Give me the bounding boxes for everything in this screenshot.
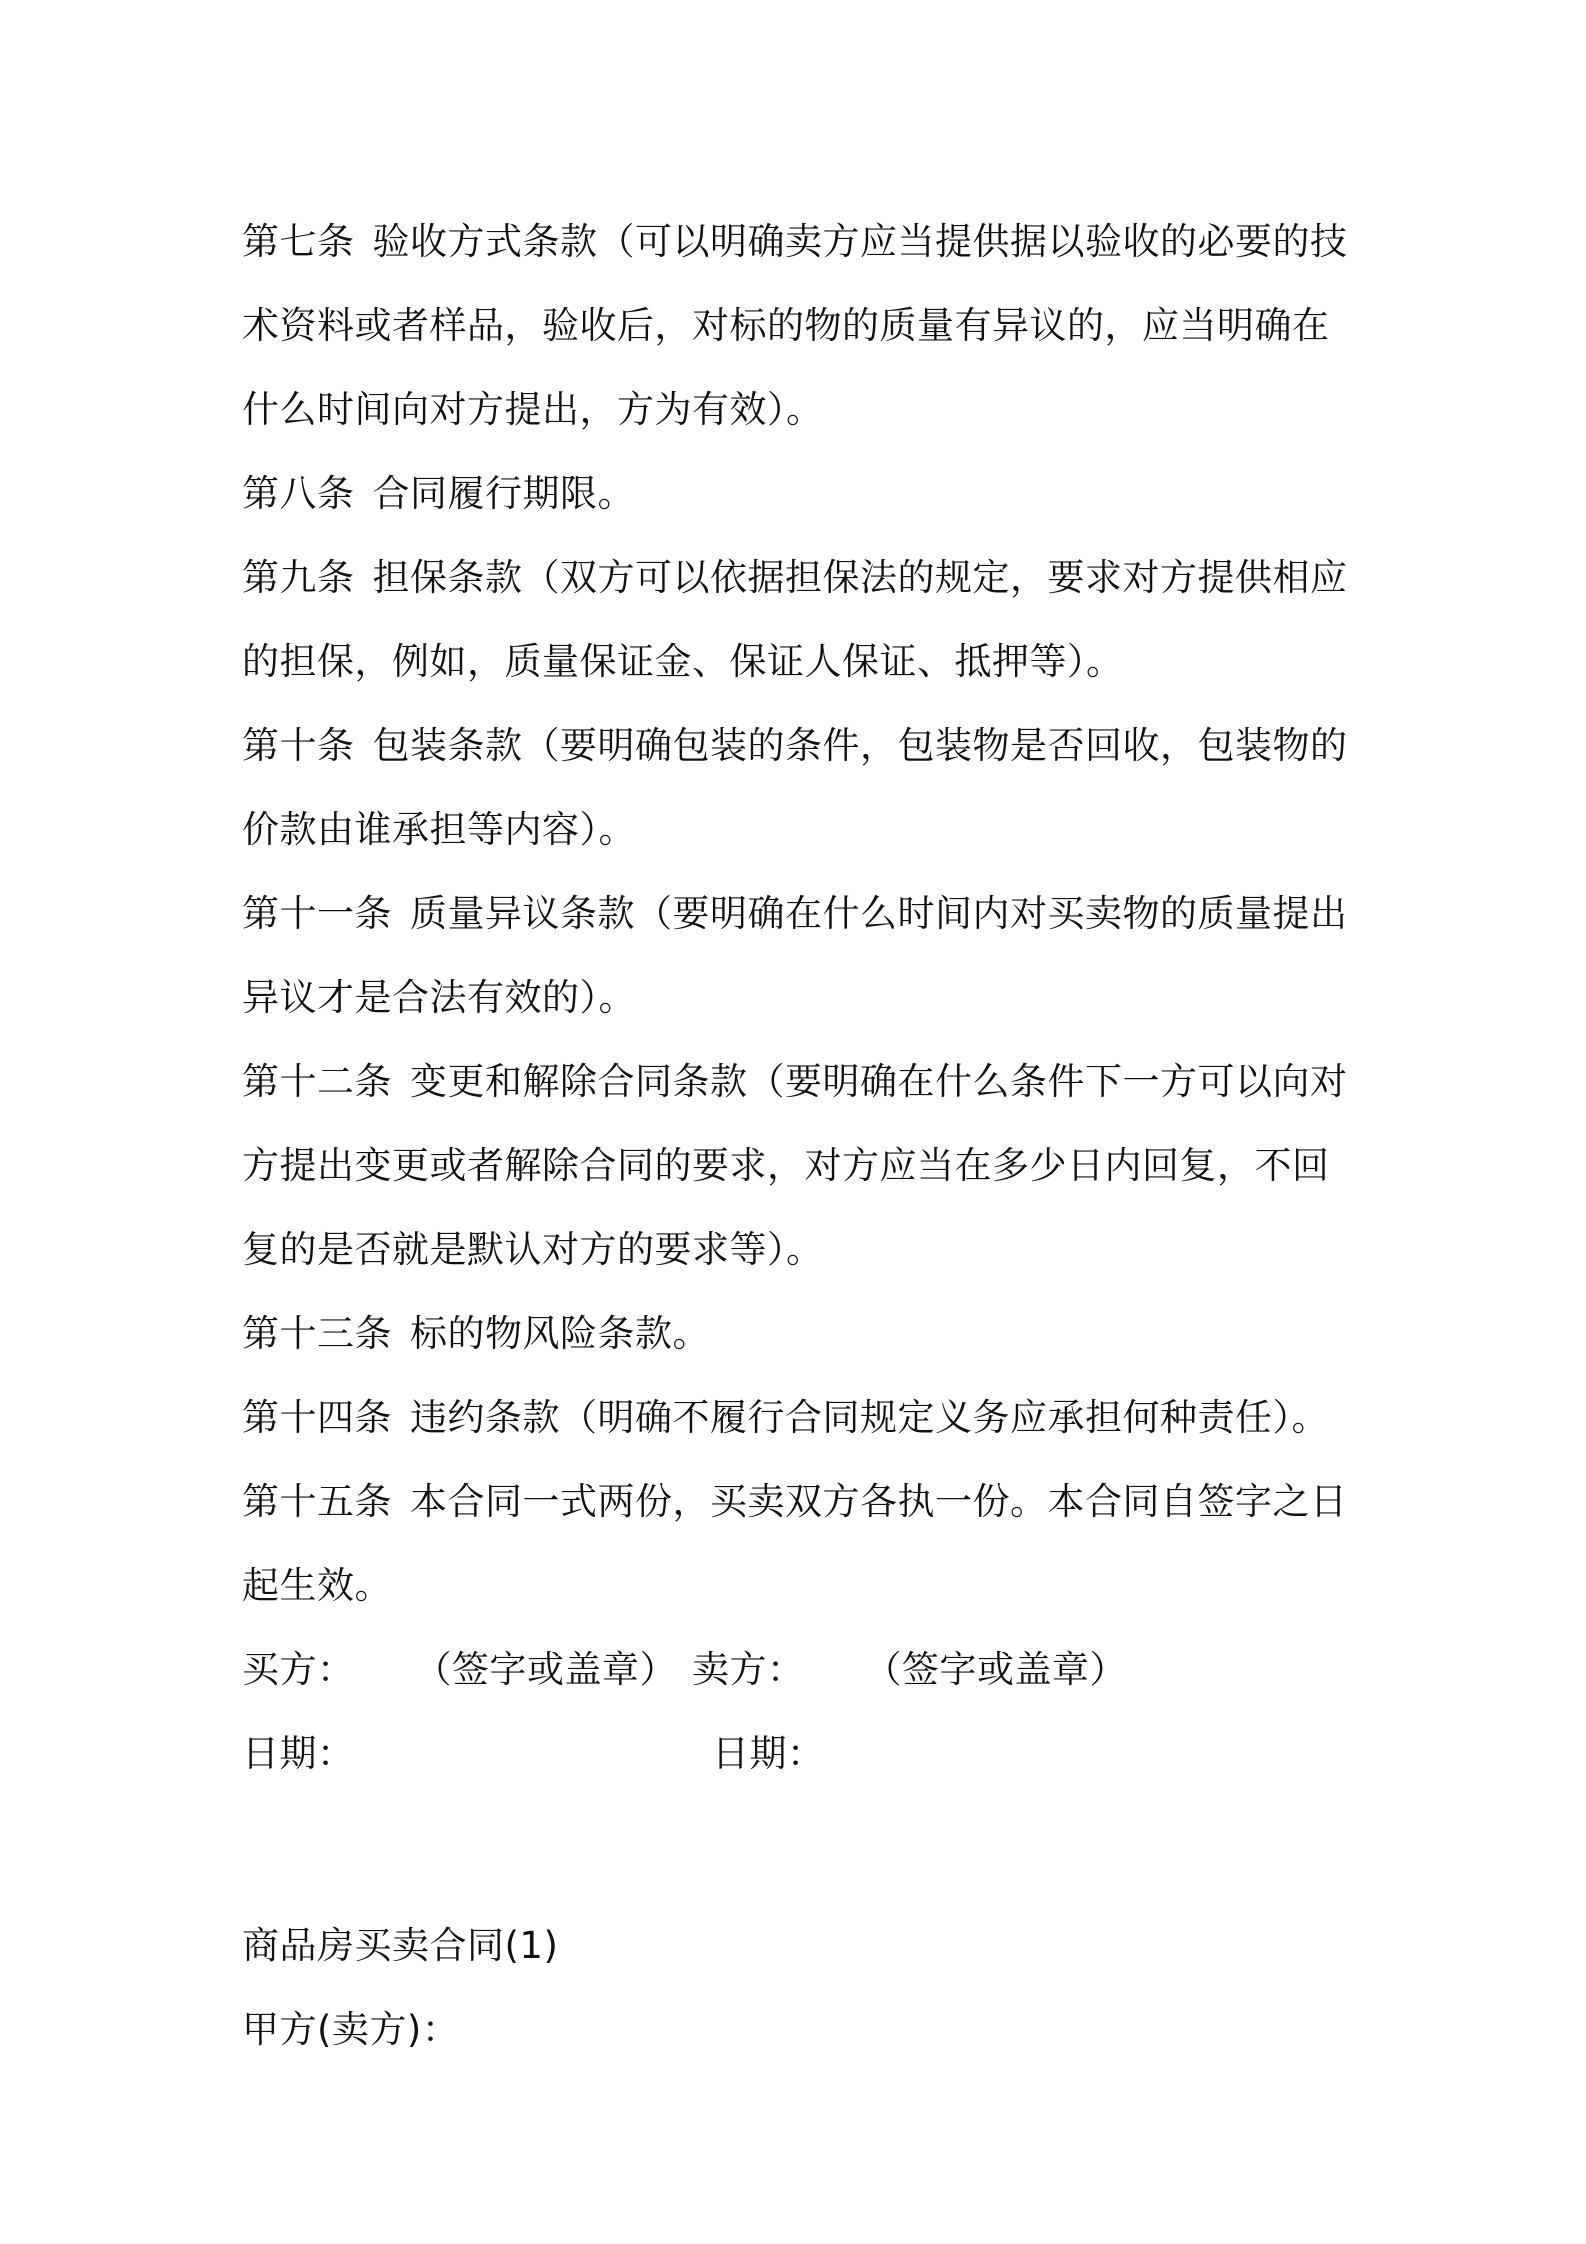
clause-text: 违约条款（明确不履行合同规定义务应承担何种责任）。: [410, 1396, 1329, 1439]
party-a-label: 甲方(卖方)：: [242, 2008, 460, 2051]
clause-text: 验收方式条款（可以明确卖方应当提供据以验收的必要的技术资料或者样品，验收后，对标的物的质量有异议的，应当明确在什么时间向对方提出，方为有效）。: [242, 220, 1348, 431]
buyer-date-label: 日期：: [242, 1732, 355, 1775]
clause-number: 第十三条: [242, 1312, 392, 1355]
seller-signature: [692, 1628, 1192, 1712]
clause-number: 第十二条: [242, 1060, 392, 1103]
buyer-sign-note: （签字或盖章）: [414, 1648, 677, 1691]
section-spacer: [242, 1796, 1362, 1904]
clause-text: 本合同一式两份，买卖双方各执一份。本合同自签字之日起生效。: [242, 1480, 1348, 1607]
clause-10: [242, 704, 1362, 872]
clause-number: 第十四条: [242, 1396, 392, 1439]
clause-9: [242, 536, 1362, 704]
document-body: [242, 200, 1362, 2072]
seller-label: 卖方：: [692, 1648, 805, 1691]
clause-number: 第十条: [242, 724, 355, 767]
signature-row: [242, 1628, 1362, 1712]
clause-text: 变更和解除合同条款（要明确在什么条件下一方可以向对方提出变更或者解除合同的要求，对方应当在多少日内回复，不回复的是否就是默认对方的要求等）。: [242, 1060, 1348, 1271]
seller-date-label: 日期：: [712, 1732, 825, 1775]
buyer-label: 买方：: [242, 1648, 355, 1691]
clause-13: [242, 1292, 1362, 1376]
clause-11: [242, 872, 1362, 1040]
clause-text: 合同履行期限。: [372, 472, 635, 515]
seller-date: [712, 1712, 1212, 1796]
clause-text: 担保条款（双方可以依据担保法的规定，要求对方提供相应的担保，例如，质量保证金、保证人保证、抵押等）。: [242, 556, 1348, 683]
clause-text: 质量异议条款（要明确在什么时间内对买卖物的质量提出异议才是合法有效的）。: [242, 892, 1348, 1019]
clause-number: 第九条: [242, 556, 355, 599]
clause-number: 第十五条: [242, 1480, 392, 1523]
clause-number: 第十一条: [242, 892, 392, 935]
clause-number: 第八条: [242, 472, 355, 515]
clause-number: 第七条: [242, 220, 355, 263]
date-row: [242, 1712, 1362, 1796]
clause-14: [242, 1376, 1362, 1460]
seller-sign-note: （签字或盖章）: [864, 1648, 1127, 1691]
clause-text: 标的物风险条款。: [410, 1312, 710, 1355]
clause-15: [242, 1460, 1362, 1628]
buyer-date: [242, 1712, 712, 1796]
clause-text: 包装条款（要明确包装的条件，包装物是否回收，包装物的价款由谁承担等内容）。: [242, 724, 1348, 851]
buyer-signature: [242, 1628, 692, 1712]
clause-12: [242, 1040, 1362, 1292]
clause-8: [242, 452, 1362, 536]
next-document-title: 商品房买卖合同(1): [242, 1924, 559, 1967]
clause-7: [242, 200, 1362, 452]
